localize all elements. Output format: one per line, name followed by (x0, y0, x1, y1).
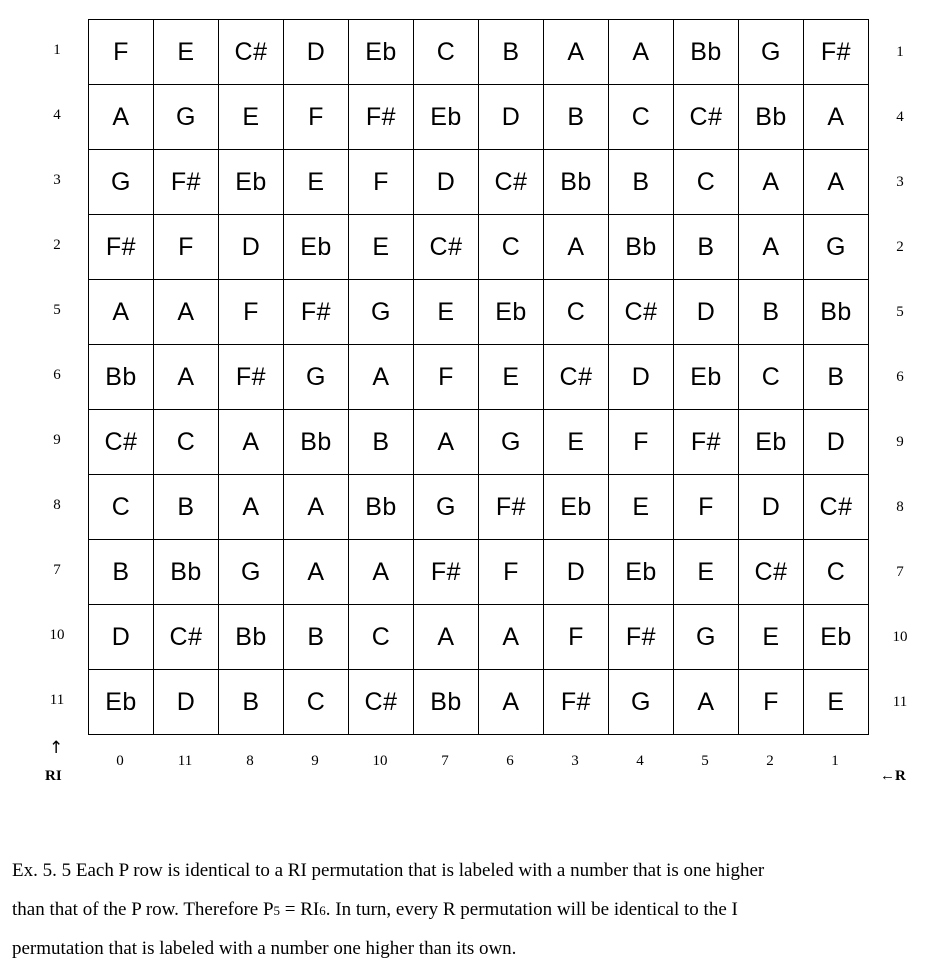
note-cell: E (414, 280, 479, 345)
note-cell: A (479, 670, 544, 735)
note-cell: G (89, 150, 154, 215)
note-cell: E (674, 540, 739, 605)
row-label-left: 11 (49, 692, 65, 708)
note-cell: C# (414, 215, 479, 280)
row-label-left: 7 (53, 562, 61, 578)
note-cell: C (154, 410, 219, 475)
note-cell: Eb (674, 345, 739, 410)
caption-line-1: Ex. 5. 5 Each P row is identical to a RI permutation that is labeled with a number that is one higher (12, 860, 765, 881)
note-cell: C (89, 475, 154, 540)
note-cell: A (739, 215, 804, 280)
note-cell: B (89, 540, 154, 605)
note-cell: D (739, 475, 804, 540)
note-cell: C# (609, 280, 674, 345)
note-cell: A (674, 670, 739, 735)
note-cell: F (609, 410, 674, 475)
note-cell: C# (544, 345, 609, 410)
matrix-row (89, 475, 869, 540)
row-label-left: 1 (53, 42, 61, 58)
note-cell: E (349, 215, 414, 280)
note-cell: Eb (349, 20, 414, 85)
note-cell: B (479, 20, 544, 85)
note-cell: D (609, 345, 674, 410)
note-cell: F (414, 345, 479, 410)
note-cell: A (89, 280, 154, 345)
row-label-right: 6 (896, 369, 904, 385)
row-label-left: 2 (53, 237, 61, 253)
note-cell: E (284, 150, 349, 215)
note-cell: E (544, 410, 609, 475)
note-cell: F# (89, 215, 154, 280)
note-cell: C# (804, 475, 869, 540)
note-cell: B (609, 150, 674, 215)
note-cell: Bb (284, 410, 349, 475)
note-cell: F# (284, 280, 349, 345)
note-cell: A (804, 85, 869, 150)
row-label-right: 1 (896, 44, 904, 60)
note-cell: F# (154, 150, 219, 215)
column-label: 10 (372, 753, 388, 769)
note-cell: F# (674, 410, 739, 475)
note-cell: C (544, 280, 609, 345)
note-cell: A (804, 150, 869, 215)
note-cell: D (479, 85, 544, 150)
note-cell: A (414, 410, 479, 475)
note-cell: F# (349, 85, 414, 150)
note-cell: A (544, 215, 609, 280)
matrix-row (89, 670, 869, 735)
column-label: 1 (831, 753, 839, 769)
caption-line-2: than that of the P row. Therefore P5 = RI6. In turn, every R permutation will be identical to the I (12, 898, 738, 920)
note-cell: C (479, 215, 544, 280)
note-cell: F# (414, 540, 479, 605)
row-label-right: 4 (896, 109, 904, 125)
note-cell: F (154, 215, 219, 280)
row-label-left: 10 (49, 627, 65, 643)
note-cell: A (739, 150, 804, 215)
note-cell: Bb (804, 280, 869, 345)
note-cell: Eb (219, 150, 284, 215)
note-cell: E (739, 605, 804, 670)
r-label: ←R (880, 768, 906, 784)
note-cell: F (349, 150, 414, 215)
note-cell: F (739, 670, 804, 735)
note-cell: Bb (349, 475, 414, 540)
note-cell: C# (154, 605, 219, 670)
note-cell: A (154, 280, 219, 345)
note-cell: F# (544, 670, 609, 735)
matrix-row (89, 605, 869, 670)
note-cell: A (219, 475, 284, 540)
note-cell: G (154, 85, 219, 150)
note-cell: E (479, 345, 544, 410)
row-label-left: 3 (53, 172, 61, 188)
note-cell: F (284, 85, 349, 150)
caption-line-3: permutation that is labeled with a number one higher than its own. (12, 938, 517, 959)
column-label: 5 (701, 753, 709, 769)
note-cell: Bb (739, 85, 804, 150)
note-cell: B (219, 670, 284, 735)
note-cell: D (804, 410, 869, 475)
matrix-row (89, 215, 869, 280)
note-cell: D (154, 670, 219, 735)
row-label-right: 8 (896, 499, 904, 515)
note-cell: C# (479, 150, 544, 215)
note-cell: A (544, 20, 609, 85)
column-label: 9 (311, 753, 319, 769)
note-cell: D (414, 150, 479, 215)
note-cell: C (804, 540, 869, 605)
note-cell: G (674, 605, 739, 670)
note-cell: Bb (674, 20, 739, 85)
note-cell: A (89, 85, 154, 150)
row-label-right: 10 (892, 629, 908, 645)
note-cell: F# (219, 345, 284, 410)
note-cell: G (349, 280, 414, 345)
note-cell: G (804, 215, 869, 280)
note-cell: C (414, 20, 479, 85)
matrix-row (89, 410, 869, 475)
note-cell: C# (674, 85, 739, 150)
note-cell: A (349, 540, 414, 605)
row-label-left: 4 (53, 107, 61, 123)
note-cell: A (284, 475, 349, 540)
row-label-right: 9 (896, 434, 904, 450)
matrix-row (89, 540, 869, 605)
note-cell: F (674, 475, 739, 540)
note-cell: G (479, 410, 544, 475)
note-cell: Eb (284, 215, 349, 280)
note-cell: A (349, 345, 414, 410)
note-cell: C (674, 150, 739, 215)
note-cell: G (609, 670, 674, 735)
row-label-right: 3 (896, 174, 904, 190)
note-cell: A (284, 540, 349, 605)
note-cell: B (674, 215, 739, 280)
note-cell: Eb (89, 670, 154, 735)
note-cell: E (609, 475, 674, 540)
note-cell: D (544, 540, 609, 605)
note-cell: C# (349, 670, 414, 735)
note-cell: Eb (544, 475, 609, 540)
row-label-left: 9 (53, 432, 61, 448)
note-cell: A (414, 605, 479, 670)
note-cell: G (739, 20, 804, 85)
note-cell: B (804, 345, 869, 410)
matrix-row (89, 85, 869, 150)
note-cell: B (349, 410, 414, 475)
ri-label: RI (45, 768, 62, 784)
note-cell: A (154, 345, 219, 410)
note-cell: Bb (219, 605, 284, 670)
column-label: 0 (116, 753, 124, 769)
column-label: 8 (246, 753, 254, 769)
matrix-row (89, 345, 869, 410)
tone-row-matrix (88, 19, 869, 735)
ri-up-arrow-icon: ↑ (49, 738, 64, 758)
note-cell: A (479, 605, 544, 670)
column-label: 3 (571, 753, 579, 769)
note-cell: C (739, 345, 804, 410)
row-label-right: 11 (892, 694, 908, 710)
note-cell: F (219, 280, 284, 345)
note-cell: Eb (414, 85, 479, 150)
note-cell: E (804, 670, 869, 735)
note-cell: G (414, 475, 479, 540)
note-cell: E (219, 85, 284, 150)
matrix-row (89, 150, 869, 215)
column-label: 11 (177, 753, 193, 769)
note-cell: B (739, 280, 804, 345)
note-cell: Eb (479, 280, 544, 345)
note-cell: A (219, 410, 284, 475)
note-cell: Bb (89, 345, 154, 410)
row-label-left: 6 (53, 367, 61, 383)
matrix-row (89, 20, 869, 85)
note-cell: D (284, 20, 349, 85)
note-cell: F# (804, 20, 869, 85)
note-cell: Bb (609, 215, 674, 280)
note-cell: E (154, 20, 219, 85)
column-label: 7 (441, 753, 449, 769)
subscript-6: 6 (319, 902, 326, 918)
note-cell: Bb (544, 150, 609, 215)
note-cell: B (154, 475, 219, 540)
note-cell: C# (219, 20, 284, 85)
column-label: 4 (636, 753, 644, 769)
note-cell: C# (89, 410, 154, 475)
row-label-right: 7 (896, 564, 904, 580)
note-cell: F# (609, 605, 674, 670)
note-cell: D (89, 605, 154, 670)
note-cell: A (609, 20, 674, 85)
note-cell: D (674, 280, 739, 345)
note-cell: B (284, 605, 349, 670)
column-label: 6 (506, 753, 514, 769)
row-label-right: 2 (896, 239, 904, 255)
row-label-left: 5 (53, 302, 61, 318)
matrix-row (89, 280, 869, 345)
note-cell: C (349, 605, 414, 670)
example-caption (12, 852, 912, 969)
note-cell: C (609, 85, 674, 150)
note-cell: C# (739, 540, 804, 605)
note-cell: F (89, 20, 154, 85)
note-cell: Eb (609, 540, 674, 605)
note-cell: F (479, 540, 544, 605)
note-cell: C (284, 670, 349, 735)
note-cell: Bb (414, 670, 479, 735)
row-label-right: 5 (896, 304, 904, 320)
note-cell: Eb (804, 605, 869, 670)
note-cell: Bb (154, 540, 219, 605)
row-label-left: 8 (53, 497, 61, 513)
note-cell: Eb (739, 410, 804, 475)
subscript-5: 5 (273, 902, 281, 918)
note-cell: G (284, 345, 349, 410)
note-cell: B (544, 85, 609, 150)
note-cell: F (544, 605, 609, 670)
note-cell: F# (479, 475, 544, 540)
column-label: 2 (766, 753, 774, 769)
note-cell: G (219, 540, 284, 605)
note-cell: D (219, 215, 284, 280)
